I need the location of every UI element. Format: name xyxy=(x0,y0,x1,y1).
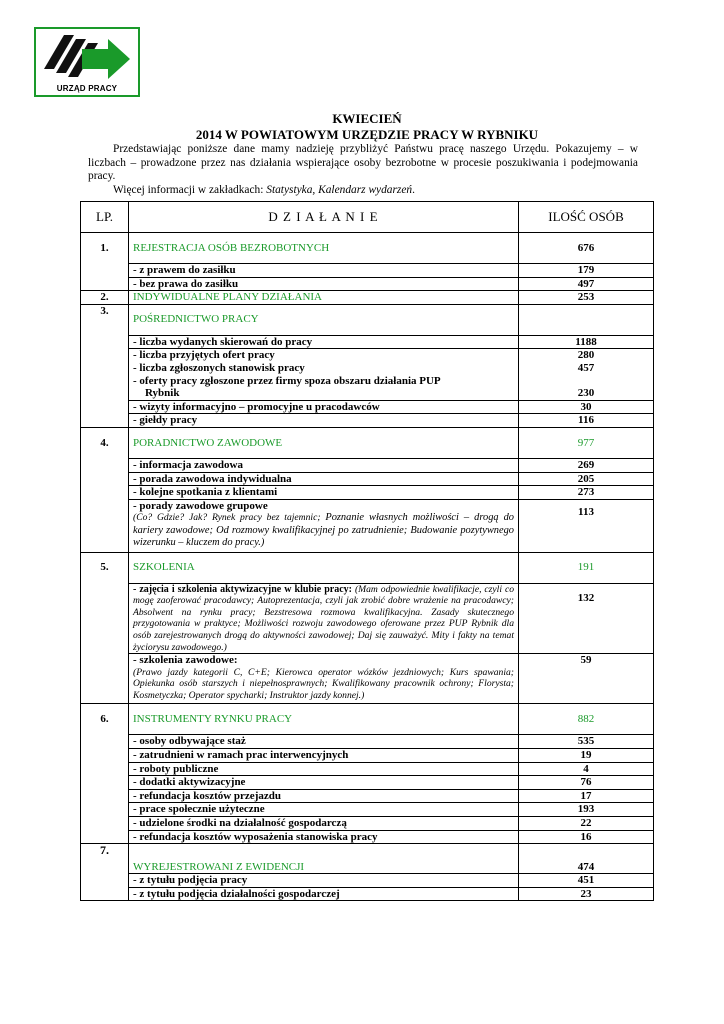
table-row xyxy=(81,264,654,278)
row-label-cont: Rybnik xyxy=(145,387,180,400)
row-value: 269 xyxy=(519,458,654,472)
section-number: 7. xyxy=(81,844,129,874)
table-row xyxy=(81,486,654,500)
row-label-group xyxy=(129,583,519,654)
row-value: 535 xyxy=(519,735,654,749)
row-label: - udzielone środki na działalność gospodarczą xyxy=(129,817,519,831)
row-value: 179 xyxy=(519,264,654,278)
section-value: 191 xyxy=(519,552,654,583)
row-label: - zatrudnieni w ramach prac interwencyjnych xyxy=(129,749,519,763)
row-note: (Prawo jazdy kategorii C, C+E; Kierowca operator wózków jezdniowych; Kurs spawania; Opiekunka osób starszych i niepełnosprawnych; Kwalifikowany pracownik ochrony; Florysta; Kosmetyczka; Operator spycharki; Instruktor jazdy konnej.) xyxy=(133,666,514,701)
row-label: - osoby odbywające staż xyxy=(129,735,519,749)
row-note xyxy=(133,512,514,551)
table-row xyxy=(81,458,654,472)
row-label: - wizyty informacyjno – promocyjne u pracodawców xyxy=(129,400,519,414)
row-value: 59 xyxy=(519,654,654,704)
row-label: - zajęcia i szkolenia aktywizacyjne w klubie pracy: xyxy=(133,583,352,595)
row-value: 457 xyxy=(577,361,595,374)
table-row xyxy=(81,749,654,763)
row-note-part: Poznanie własnych możliwości – drogą do kariery zawodowe; Od rozmowy kwalifikacyjnej po zatrudnienie; Budowanie pozytywnego wizerunku – kluczem do pracy.) xyxy=(133,512,514,549)
row-label-group xyxy=(129,349,519,400)
table-row xyxy=(81,735,654,749)
page-title-month: KWIECIEŃ xyxy=(332,111,402,126)
row-label: - informacja zawodowa xyxy=(129,458,519,472)
row-value: 30 xyxy=(519,400,654,414)
row-value: 280 xyxy=(577,349,595,362)
row-value: 193 xyxy=(519,803,654,817)
row-label: - kolejne spotkania z klientami xyxy=(129,486,519,500)
table-row xyxy=(81,789,654,803)
row-label: - z tytułu podjęcia pracy xyxy=(129,874,519,888)
row-label: - roboty publiczne xyxy=(129,762,519,776)
table-row xyxy=(81,414,654,428)
table-row xyxy=(81,499,654,552)
section-row xyxy=(81,427,654,458)
table-row xyxy=(81,762,654,776)
table-row xyxy=(81,654,654,704)
row-value: 1188 xyxy=(519,335,654,349)
section-row xyxy=(81,844,654,874)
section-value: 253 xyxy=(519,291,654,305)
row-label: - oferty pracy zgłoszone przez firmy spoza obszaru działania PUP xyxy=(133,374,441,387)
row-label: - liczba zgłoszonych stanowisk pracy xyxy=(133,361,305,374)
section-title: PORADNICTWO ZAWODOWE xyxy=(129,427,519,458)
row-label: - giełdy pracy xyxy=(129,414,519,428)
section-title: POŚREDNICTWO PRACY xyxy=(129,304,519,335)
row-value: 116 xyxy=(519,414,654,428)
table-row xyxy=(81,472,654,486)
row-label: - liczba przyjętych ofert pracy xyxy=(133,349,275,362)
table-row xyxy=(81,803,654,817)
row-note-part: (Co? Gdzie? Jak? Rynek pracy bez tajemnic; xyxy=(133,512,326,524)
intro-more-prefix: Więcej informacji w zakładkach: xyxy=(113,183,267,196)
intro-more-suffix: . xyxy=(412,183,415,196)
section-row xyxy=(81,304,654,335)
row-label: - bez prawa do zasiłku xyxy=(129,277,519,291)
row-value: 497 xyxy=(519,277,654,291)
table-row xyxy=(81,277,654,291)
section-row xyxy=(81,233,654,264)
intro-more-info xyxy=(88,184,638,198)
section-number: 5. xyxy=(81,552,129,583)
table-row xyxy=(81,400,654,414)
row-label: - refundacja kosztów wyposażenia stanowiska pracy xyxy=(129,830,519,844)
intro-links[interactable]: Statystyka, Kalendarz wydarzeń xyxy=(266,183,413,196)
row-label: - z prawem do zasiłku xyxy=(129,264,519,278)
logo-text: URZĄD PRACY xyxy=(56,84,118,93)
row-label: - refundacja kosztów przejazdu xyxy=(129,789,519,803)
row-value: 22 xyxy=(519,817,654,831)
row-value: 205 xyxy=(519,472,654,486)
table-row xyxy=(81,830,654,844)
row-label-group xyxy=(129,654,519,704)
row-value: 451 xyxy=(519,874,654,888)
section-title: INDYWIDUALNE PLANY DZIAŁANIA xyxy=(129,291,519,305)
table-row xyxy=(81,776,654,790)
row-value: 230 xyxy=(577,387,595,400)
section-title: INSTRUMENTY RYNKU PRACY xyxy=(129,704,519,735)
table-row xyxy=(81,349,654,400)
row-value: 4 xyxy=(519,762,654,776)
row-note xyxy=(133,584,514,654)
section-row xyxy=(81,291,654,305)
table-row xyxy=(81,335,654,349)
row-value: 273 xyxy=(519,486,654,500)
table-row xyxy=(81,817,654,831)
section-row xyxy=(81,552,654,583)
section-number: 6. xyxy=(81,704,129,735)
section-value: 977 xyxy=(519,427,654,458)
row-label: - porady zawodowe grupowe xyxy=(133,499,268,512)
row-value: 23 xyxy=(519,887,654,901)
logo-arrow-icon xyxy=(36,29,138,85)
table-header-row xyxy=(81,202,654,233)
header-count: ILOŚĆ OSÓB xyxy=(519,202,654,233)
section-title: SZKOLENIA xyxy=(129,552,519,583)
table-row xyxy=(81,874,654,888)
section-value: 882 xyxy=(519,704,654,735)
row-value: 113 xyxy=(519,499,654,552)
section-number: 4. xyxy=(81,427,129,458)
row-value-group xyxy=(519,349,654,400)
row-note-text: (Mam odpowiednie kwalifikacje, czyli co mogę zaoferować pracodawcy; Autoprezentacja, czyli jak zrobić dobre wrażenie na pracodawcy; Absolwent na rynku pracy; Bezstresowa rozmowa kwalifikacyjna. Zasady skutecznego przygotowania w praktyce; Możliwości rozwoju zawodowego oferowane przez PUP Rybnik dla osób zarejestrowanych drogą do aktywności zawodowej; Daj się zauważyć. Mity i fakty na temat życiorysu zawodowego.) xyxy=(133,583,514,653)
row-label: - prace społecznie użyteczne xyxy=(129,803,519,817)
section-number: 3. xyxy=(81,304,129,335)
table-row xyxy=(81,583,654,654)
row-label: - liczba wydanych skierowań do pracy xyxy=(129,335,519,349)
row-value: 17 xyxy=(519,789,654,803)
section-value xyxy=(519,304,654,335)
section-value: 676 xyxy=(519,233,654,264)
row-value: 19 xyxy=(519,749,654,763)
row-label: - szkolenia zawodowe: xyxy=(133,654,238,667)
row-value: 16 xyxy=(519,830,654,844)
section-value: 474 xyxy=(519,844,654,874)
table-row xyxy=(81,887,654,901)
row-value: 132 xyxy=(519,583,654,654)
section-row xyxy=(81,704,654,735)
row-label: - dodatki aktywizacyjne xyxy=(129,776,519,790)
row-label: - porada zawodowa indywidualna xyxy=(129,472,519,486)
section-title: WYREJESTROWANI Z EWIDENCJI xyxy=(129,844,519,874)
section-number: 2. xyxy=(81,291,129,305)
header-action: D Z I A Ł A N I E xyxy=(129,202,519,233)
row-label-group xyxy=(129,499,519,552)
intro xyxy=(88,143,638,197)
statistics-table xyxy=(80,201,654,901)
intro-paragraph: Przedstawiając poniższe dane mamy nadzieję przybliżyć Państwu pracę naszego Urzędu. Pokazujemy – w liczbach – prowadzone przez nas działania wspierające osoby bezrobotne w procesie poszukiwania i podejmowania pracy. xyxy=(88,143,638,182)
row-label: - z tytułu podjęcia działalności gospodarczej xyxy=(129,887,519,901)
logo xyxy=(34,27,140,97)
page-title: 2014 W POWIATOWYM URZĘDZIE PRACY W RYBNIKU xyxy=(195,127,539,142)
row-value: 76 xyxy=(519,776,654,790)
section-number: 1. xyxy=(81,233,129,264)
section-title: REJESTRACJA OSÓB BEZROBOTNYCH xyxy=(129,233,519,264)
header-lp: LP. xyxy=(81,202,129,233)
